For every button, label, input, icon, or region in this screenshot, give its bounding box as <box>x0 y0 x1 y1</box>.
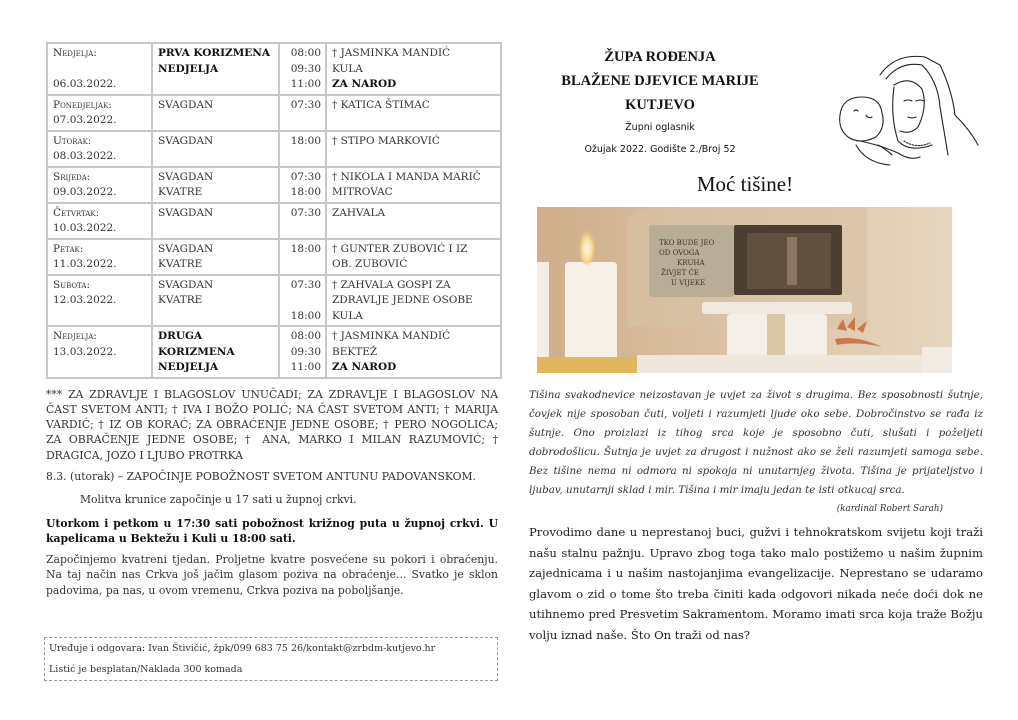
intentions-list: *** ZA ZDRAVLJE I BLAGOSLOV UNUČADI; ZA ZDRAVLJE I BLAGOSLOV NA ČAST SVETOM ANTI; † IVA I BOŽO POLIĆ; NA ČAST SVETOM ANTI; † MARIJA VARDIĆ; † IZ OB KORAĆ; ZA OBRAĆENJE JEDNE OSOBE; † PERO NOGOLICA; ZA OBRAČENJE JEDNE OSOBE; † ANA, MARKO I MILAN RAZUMOVIĆ; † DRAGICA, JOZO I LJUBO PROTRKA <box>46 387 498 462</box>
day-cell <box>47 239 152 275</box>
mass-time: 07:30 <box>290 278 321 291</box>
mass-intention: KULA <box>332 309 363 322</box>
mass-time: 18:00 <box>290 186 321 198</box>
day-name: Četvrtak: <box>53 206 100 219</box>
day-cell <box>47 43 152 95</box>
day-date: 06.03.2022. <box>53 78 117 90</box>
time-cell <box>279 326 326 378</box>
svg-text:TKO BUDE JEO: TKO BUDE JEO <box>659 239 715 247</box>
mass-intention: ZA NAROD <box>332 361 397 373</box>
madonna-and-child-icon <box>820 45 985 170</box>
mass-intention: ZA NAROD <box>332 78 397 90</box>
quote-author: (kardinal Robert Sarah) <box>836 504 943 514</box>
time-cell <box>279 95 326 131</box>
day-cell <box>47 326 152 378</box>
liturgy-line: KVATRE <box>158 258 203 270</box>
time-cell <box>279 167 326 203</box>
liturgy-line: KORIZMENA <box>158 345 235 358</box>
bulletin-subtitle: Župni oglasnik <box>625 122 695 133</box>
liturgy-line: DRUGA <box>158 330 203 342</box>
day-date: 08.03.2022. <box>53 150 117 162</box>
mass-intention: † ZAHVALA GOSPI ZA <box>332 278 451 291</box>
liturgy-cell <box>152 203 279 239</box>
intention-cell <box>326 203 501 239</box>
liturgy-line: SVAGDAN <box>158 206 214 219</box>
mass-intention: † KATICA ŠTIMAC <box>332 98 430 111</box>
mass-time: 18:00 <box>290 134 321 147</box>
announcements <box>46 387 498 599</box>
liturgy-line: SVAGDAN <box>158 134 214 147</box>
day-date: 13.03.2022. <box>53 345 117 358</box>
liturgy-line: KVATRE <box>158 294 203 306</box>
article-body: Provodimo dane u neprestanoj buci, gužvi i tehnokratskom svijetu koji traži našu stalnu pažnju. Upravo zbog toga tako malo postižemo u našim župnim zajednicama i u našim nastojanjima evangelizacije. Neprestano se udaramo glavom o zid o tome što treba činiti kada odgovori nikada neće doći dok ne utihnemo pred Presvetim Sakramentom. Moramo imati srca koja traže Božju volju iznad naše. Što On traži od nas? <box>529 525 983 642</box>
intention-cell <box>326 275 501 327</box>
time-cell <box>279 239 326 275</box>
schedule-row <box>47 203 501 239</box>
day-name: Subota: <box>53 278 90 291</box>
altar-photo-icon <box>537 207 952 373</box>
liturgy-line: PRVA KORIZMENA <box>158 47 271 59</box>
mass-time: 18:00 <box>290 242 321 255</box>
liturgy-line: SVAGDAN <box>158 98 214 111</box>
liturgy-line: SVAGDAN <box>158 278 214 291</box>
liturgy-cell <box>152 131 279 167</box>
mass-time: 11:00 <box>290 361 321 373</box>
editor-contact: Uređuje i odgovara: Ivan Štivičić, žpk/099 683 75 26/kontakt@zrbdm-kutjevo.hr <box>49 643 436 654</box>
mass-time: 18:00 <box>290 309 321 322</box>
time-cell <box>279 203 326 239</box>
liturgy-line: NEDJELJA <box>158 361 219 373</box>
day-cell <box>47 131 152 167</box>
schedule-row <box>47 131 501 167</box>
time-cell <box>279 131 326 167</box>
mass-intention: † STIPO MARKOVIĆ <box>332 134 440 147</box>
intention-cell <box>326 95 501 131</box>
mass-intention: † GUNTER ZUBOVIĆ I IZ <box>332 242 468 255</box>
liturgy-line: SVAGDAN <box>158 170 214 183</box>
day-date: 12.03.2022. <box>53 294 117 306</box>
schedule-row <box>47 326 501 378</box>
day-date: 09.03.2022. <box>53 186 117 198</box>
schedule-row <box>47 95 501 131</box>
day-date: 07.03.2022. <box>53 114 117 126</box>
intention-cell <box>326 167 501 203</box>
svg-text:ŽIVJET ĆE: ŽIVJET ĆE <box>661 269 699 277</box>
mass-time: 11:00 <box>290 78 321 90</box>
liturgy-line: SVAGDAN <box>158 242 214 255</box>
mass-schedule-table <box>46 42 502 379</box>
imprint-box <box>44 637 498 681</box>
day-name: Utorak: <box>53 134 92 147</box>
mass-time: 08:00 <box>290 47 321 59</box>
day-name: Srijeda: <box>53 170 91 183</box>
mass-intention: † JASMINKA MANDIĆ <box>332 330 451 342</box>
liturgy-cell <box>152 43 279 95</box>
liturgy-cell <box>152 167 279 203</box>
mass-time: 09:30 <box>290 345 321 358</box>
schedule-row <box>47 43 501 95</box>
cardinal-sarah-quote <box>529 386 983 519</box>
issue-info: Ožujak 2022. Godište 2./Broj 52 <box>584 144 736 155</box>
masthead <box>555 45 765 161</box>
parish-name-line2: BLAŽENE DJEVICE MARIJE <box>561 73 759 89</box>
mass-intention: KULA <box>332 62 363 75</box>
mass-time: 07:30 <box>290 98 321 111</box>
article-headline: Moć tišine! <box>696 172 794 196</box>
schedule-row <box>47 239 501 275</box>
mass-intention: ZDRAVLJE JEDNE OSOBE <box>332 294 473 306</box>
stations-of-cross-note: Utorkom i petkom u 17:30 sati pobožnost križnog puta u župnoj crkvi. U kapelicama u Bektežu i Kuli u 18:00 sati. <box>46 516 498 545</box>
day-cell <box>47 203 152 239</box>
day-date: 10.03.2022. <box>53 222 117 234</box>
mass-intention: † NIKOLA I MANDA MARIČ <box>332 170 481 183</box>
day-date: 11.03.2022. <box>53 258 117 270</box>
liturgy-line: NEDJELJA <box>158 62 219 75</box>
mass-time <box>285 293 321 309</box>
time-cell <box>279 43 326 95</box>
parish-name-line1: ŽUPA ROĐENJA <box>604 49 716 65</box>
svg-text:KRUHA: KRUHA <box>677 259 705 267</box>
liturgy-cell <box>152 95 279 131</box>
svg-text:U VIJEKE: U VIJEKE <box>671 279 706 287</box>
day-name: Nedjelja: <box>53 47 97 59</box>
mass-time: 08:00 <box>290 330 321 342</box>
liturgy-cell <box>152 326 279 378</box>
rosary-note: Molitva krunice započinje u 17 sati u župnoj crkvi. <box>80 493 357 507</box>
intention-cell <box>326 239 501 275</box>
svg-text:OD OVOGA: OD OVOGA <box>659 249 700 257</box>
intention-cell <box>326 131 501 167</box>
liturgy-cell <box>152 239 279 275</box>
day-cell <box>47 95 152 131</box>
mass-time: 07:30 <box>290 206 321 219</box>
day-cell <box>47 275 152 327</box>
day-name: Petak: <box>53 242 84 255</box>
mass-time: 09:30 <box>290 62 321 75</box>
intention-cell <box>326 43 501 95</box>
schedule-row <box>47 167 501 203</box>
mass-time: 07:30 <box>290 170 321 183</box>
print-run: Listić je besplatan/Naklada 300 komada <box>49 664 243 675</box>
mass-intention: ZAHVALA <box>332 206 386 219</box>
mass-intention: BEKTEŽ <box>332 345 378 358</box>
day-name: Nedjelja: <box>53 330 97 342</box>
left-page <box>46 42 500 604</box>
quote-text: Tišina svakodnevice neizostavan je uvjet za život s drugima. Bez sposobnosti šutnje, čovjek nije sposoban čuti, voljeti i razumjeti ljude oko sebe. Dobročinstvo se rađa iz šutnje. Ono proizlazi iz tihog srca koje je sposobno čuti, slušati i poželjeti dobrodošlicu. Šutnja je uvjet za drugost i nužnost ako se želi razumjeti samoga sebe. Bez tišine nema ni odmora ni spokoja ni unutarnjeg života. Tišina je prijateljstvo i ljubav, unutarnji sklad i mir. Tišina i mir imaju jedan te isti otkucaj srca. <box>529 389 983 496</box>
parish-name-line3: KUTJEVO <box>625 97 695 113</box>
mass-intention: † JASMINKA MANDIĆ <box>332 47 451 59</box>
anthony-devotion-note: 8.3. (utorak) – ZAPOČINJE POBOŽNOST SVETOM ANTUNU PADOVANSKOM. <box>46 469 476 483</box>
intention-cell <box>326 326 501 378</box>
time-cell <box>279 275 326 327</box>
liturgy-line: KVATRE <box>158 186 203 198</box>
ember-week-note: Započinjemo kvatreni tjedan. Proljetne kvatre posvećene su pokori i obraćenju. Na taj način nas Crkva još jačim glasom poziva na obraćenje... Svatko je sklon padovima, pa nas, u ovom vremenu, Crkva poziva na poboljšanje. <box>46 553 498 597</box>
schedule-body <box>47 43 501 378</box>
mass-intention: MITROVAC <box>332 186 393 198</box>
liturgy-cell <box>152 275 279 327</box>
schedule-row <box>47 275 501 327</box>
day-name: Ponedjeljak: <box>53 98 112 111</box>
mass-intention: OB. ZUBOVIĆ <box>332 258 408 270</box>
day-cell <box>47 167 152 203</box>
